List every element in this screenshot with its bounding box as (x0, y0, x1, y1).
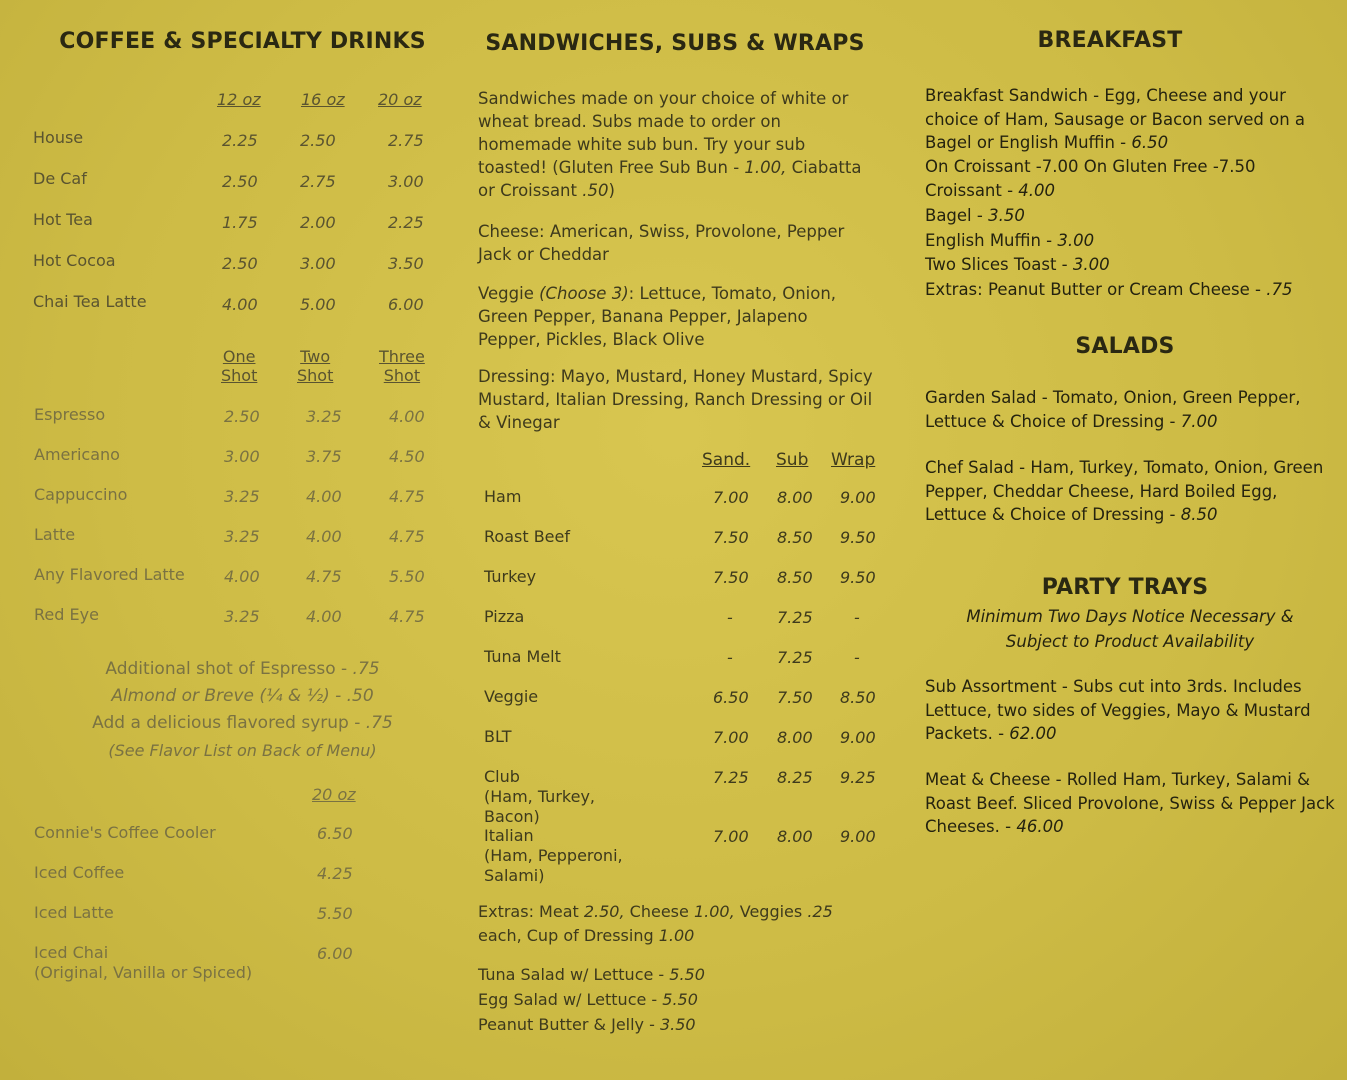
garden-salad: Garden Salad - Tomato, Onion, Green Pepper, Lettuce & Choice of Dressing - 7.00 (925, 388, 1301, 431)
espresso-drink-price: 3.00 (224, 447, 260, 466)
iced-drink-name (34, 943, 252, 983)
other-item-name: Tuna Salad w/ Lettuce - (478, 965, 670, 984)
sandwich-price: 8.00 (777, 728, 813, 747)
drink-name: De Caf (33, 169, 87, 188)
other-item (478, 990, 698, 1009)
sandwich-extras: Extras: Meat 2.50, Cheese 1.00, Veggies .25 each, Cup of Dressing 1.00 (478, 902, 833, 945)
espresso-drink-price: 3.25 (306, 407, 342, 426)
sandwich-label: Pizza (484, 607, 525, 626)
drink-name: House (33, 128, 84, 147)
breakfast-sandwich: Breakfast Sandwich - Egg, Cheese and your choice of Ham, Sausage or Bacon served on a Bagel or English Muffin - 6.50 (925, 86, 1306, 152)
sandwich-price: 7.50 (713, 568, 749, 587)
sandwich-price: 9.50 (840, 568, 876, 587)
sandwich-label: Ham (484, 487, 522, 506)
sandwich-name (484, 687, 538, 707)
sandwich-price: 7.00 (713, 728, 749, 747)
sandwich-name (484, 607, 524, 627)
sandwich-sub: (Ham, Pepperoni, Salami) (484, 846, 623, 885)
iced-drink-price: 4.25 (317, 864, 353, 883)
espresso-drink-price: 3.25 (224, 607, 260, 626)
espresso-drink-price: 4.75 (389, 527, 425, 546)
sandwich-price: - (854, 608, 860, 627)
sandwich-price: 8.00 (777, 488, 813, 507)
other-item (478, 1015, 696, 1034)
iced-drink-price: 5.50 (317, 904, 353, 923)
sandwich-price: 9.50 (840, 528, 876, 547)
drink-name: Hot Cocoa (33, 251, 116, 270)
espresso-drink-name: Espresso (34, 405, 106, 424)
three-shot-header: Three Shot (379, 347, 425, 385)
sandwich-price: 8.25 (777, 768, 813, 787)
sandwich-label: Tuna Melt (484, 647, 561, 666)
veggie-options: Veggie (Choose 3): Lettuce, Tomato, Onion, Green Pepper, Banana Pepper, Jalapeno Pepper, Pickles, Black Olive (478, 284, 837, 349)
espresso-drink-price: 4.75 (389, 607, 425, 626)
sandwich-label: BLT (484, 727, 512, 746)
sandwich-label: Turkey (484, 567, 537, 586)
drink-price: 2.25 (388, 213, 424, 232)
cheese-options: Cheese: American, Swiss, Provolone, Pepper Jack or Cheddar (478, 222, 845, 264)
col-sand: Sand. (702, 450, 751, 470)
breakfast-item-price: 3.00 (1072, 255, 1110, 275)
breakfast-item-name: Extras: Peanut Butter or Cream Cheese - (925, 280, 1267, 300)
iced-drink-name (34, 903, 114, 923)
espresso-drink-price: 4.00 (306, 527, 342, 546)
sandwich-price: 9.00 (840, 827, 876, 846)
breakfast-item-name: English Muffin - (925, 230, 1058, 250)
drink-price: 5.00 (300, 295, 336, 314)
breakfast-item (925, 280, 1292, 299)
espresso-drink-price: 4.00 (306, 487, 342, 506)
sandwich-price: 9.25 (840, 768, 876, 787)
drink-price: 2.00 (300, 213, 336, 232)
espresso-drink-price: 4.00 (224, 567, 260, 586)
sub-assortment: Sub Assortment - Subs cut into 3rds. Includes Lettuce, two sides of Veggies, Mayo & Mustard Packets. - 62.00 (925, 677, 1311, 743)
drink-price: 3.00 (388, 172, 424, 191)
drink-price: 2.50 (300, 131, 336, 150)
sandwich-name (484, 826, 649, 886)
drink-price: 2.50 (222, 254, 258, 273)
coffee-column (0, 0, 465, 1080)
iced-drink-label: Iced Chai (34, 943, 109, 962)
drink-price: 3.00 (300, 254, 336, 273)
drink-name: Hot Tea (33, 210, 93, 229)
espresso-drink-price: 4.50 (389, 447, 425, 466)
sandwich-price: 8.50 (840, 688, 876, 707)
sandwich-price: 7.00 (713, 488, 749, 507)
sandwich-price: 7.00 (713, 827, 749, 846)
col-sub: Sub (776, 450, 809, 470)
size-12oz: 12 oz (217, 90, 261, 109)
iced-drink-price: 6.50 (317, 824, 353, 843)
sandwich-name (484, 487, 521, 507)
drink-price: 6.00 (388, 295, 424, 314)
breakfast-item-price: .75 (1266, 280, 1293, 300)
iced-drink-name (34, 863, 124, 883)
sandwich-price: 8.00 (777, 827, 813, 846)
sandwich-price: 7.25 (777, 608, 813, 627)
drink-price: 4.00 (222, 295, 258, 314)
dressing-options: Dressing: Mayo, Mustard, Honey Mustard, Spicy Mustard, Italian Dressing, Ranch Dressing or Oil & Vinegar (478, 367, 873, 432)
one-shot-header: One Shot (221, 347, 258, 385)
salads-title: SALADS (1075, 334, 1175, 359)
espresso-drink-name: Cappuccino (34, 485, 128, 504)
sandwich-label: Italian (484, 826, 534, 845)
breakfast-item (925, 231, 1094, 250)
sandwich-label: Club (484, 767, 520, 786)
sandwich-price: 7.50 (713, 528, 749, 547)
espresso-drink-name: Americano (34, 445, 120, 464)
espresso-drink-price: 4.00 (389, 407, 425, 426)
espresso-drink-price: 3.25 (224, 527, 260, 546)
iced-drink-name (34, 823, 216, 843)
breakfast-item-name: Two Slices Toast - (925, 255, 1073, 275)
flavor-list-note: (See Flavor List on Back of Menu) (108, 741, 377, 760)
iced-drink-label: Connie's Coffee Cooler (34, 823, 216, 842)
other-item-name: Peanut Butter & Jelly - (478, 1015, 660, 1034)
almond-breve-line: Almond or Breve (¼ & ½) - .50 (111, 686, 374, 706)
espresso-drink-price: 3.25 (224, 487, 260, 506)
sandwich-price: 7.25 (713, 768, 749, 787)
size-20oz: 20 oz (378, 90, 422, 109)
breakfast-item (925, 255, 1110, 274)
espresso-drink-name: Latte (34, 525, 76, 544)
sandwich-name (484, 647, 561, 667)
drink-price: 1.75 (222, 213, 258, 232)
iced-drink-label: Iced Latte (34, 903, 114, 922)
espresso-drink-price: 2.50 (224, 407, 260, 426)
iced-drink-label: Iced Coffee (34, 863, 125, 882)
sandwich-name (484, 767, 649, 827)
breakfast-title: BREAKFAST (1037, 28, 1183, 53)
sandwich-price: - (854, 648, 860, 667)
espresso-drink-price: 3.75 (306, 447, 342, 466)
sandwich-price: 7.25 (777, 648, 813, 667)
other-item-name: Egg Salad w/ Lettuce - (478, 990, 663, 1009)
syrup-line: Add a delicious flavored syrup - .75 (92, 713, 393, 733)
drink-price: 2.75 (388, 131, 424, 150)
drink-price: 2.75 (300, 172, 336, 191)
sandwich-price: 8.50 (777, 528, 813, 547)
drink-price: 3.50 (388, 254, 424, 273)
sandwich-price: 8.50 (777, 568, 813, 587)
sandwich-price: 9.00 (840, 488, 876, 507)
two-shot-header: Two Shot (297, 347, 334, 385)
breakfast-item-price: 3.50 (988, 205, 1025, 225)
espresso-drink-price: 5.50 (389, 567, 425, 586)
espresso-drink-price: 4.75 (389, 487, 425, 506)
iced-drink-price: 6.00 (317, 944, 353, 963)
breakfast-item-price: 4.00 (1018, 181, 1056, 200)
coffee-title: COFFEE & SPECIALTY DRINKS (59, 29, 426, 54)
coffee-extras (0, 656, 485, 764)
sandwich-label: Roast Beef (484, 527, 570, 546)
espresso-drink-name: Any Flavored Latte (34, 565, 185, 584)
sandwich-price: 6.50 (713, 688, 749, 707)
sandwich-price: 7.50 (777, 688, 813, 707)
col-wrap: Wrap (831, 450, 876, 470)
party-trays-note: Minimum Two Days Notice Necessary & Subject to Product Availability (966, 607, 1294, 651)
espresso-drink-price: 4.75 (306, 567, 342, 586)
sandwiches-title: SANDWICHES, SUBS & WRAPS (485, 31, 865, 56)
drink-price: 2.50 (222, 172, 258, 191)
sandwich-label: Veggie (484, 687, 539, 706)
breakfast-item (925, 181, 1055, 200)
sandwich-intro: Sandwiches made on your choice of white or wheat bread. Subs made to order on homemade white sub bun. Try your sub toasted! (Gluten Free Sub Bun - 1.00, Ciabatta or Croissant .50) (478, 89, 862, 200)
sandwich-sub: (Ham, Turkey, Bacon) (484, 787, 595, 826)
iced-drink-sub: (Original, Vanilla or Spiced) (34, 963, 253, 982)
breakfast-item (925, 206, 1025, 225)
meat-cheese-tray: Meat & Cheese - Rolled Ham, Turkey, Salami & Roast Beef. Sliced Provolone, Swiss & Pepper Jack Cheeses. - 46.00 (925, 770, 1335, 836)
breakfast-column (910, 0, 1347, 1080)
other-item (478, 965, 705, 984)
sandwich-price: - (727, 648, 733, 667)
sandwich-price: 9.00 (840, 728, 876, 747)
other-item-price: 3.50 (659, 1015, 696, 1034)
sandwich-name (484, 527, 570, 547)
breakfast-item-name: Croissant - (925, 181, 1019, 200)
iced-size-header: 20 oz (312, 785, 356, 804)
croissant-gluten-line: On Croissant -7.00 On Gluten Free -7.50 (925, 157, 1256, 176)
espresso-drink-name: Red Eye (34, 605, 99, 624)
breakfast-item-name: Bagel - (925, 205, 989, 225)
other-item-price: 5.50 (662, 990, 698, 1009)
other-item-price: 5.50 (669, 965, 705, 984)
sandwich-price: - (727, 608, 733, 627)
sandwich-name (484, 567, 536, 587)
sandwich-name (484, 727, 511, 747)
sandwiches-column (465, 0, 910, 1080)
drink-price: 2.25 (222, 131, 258, 150)
party-trays-title: PARTY TRAYS (1041, 575, 1209, 600)
chef-salad: Chef Salad - Ham, Turkey, Tomato, Onion, Green Pepper, Cheddar Cheese, Hard Boiled Egg, Lettuce & Choice of Dressing - 8.50 (925, 458, 1324, 524)
breakfast-item-price: 3.00 (1057, 230, 1095, 250)
espresso-drink-price: 4.00 (306, 607, 342, 626)
size-16oz: 16 oz (301, 90, 345, 109)
extra-shot-line: Additional shot of Espresso - .75 (105, 659, 380, 679)
drink-name: Chai Tea Latte (33, 292, 147, 311)
